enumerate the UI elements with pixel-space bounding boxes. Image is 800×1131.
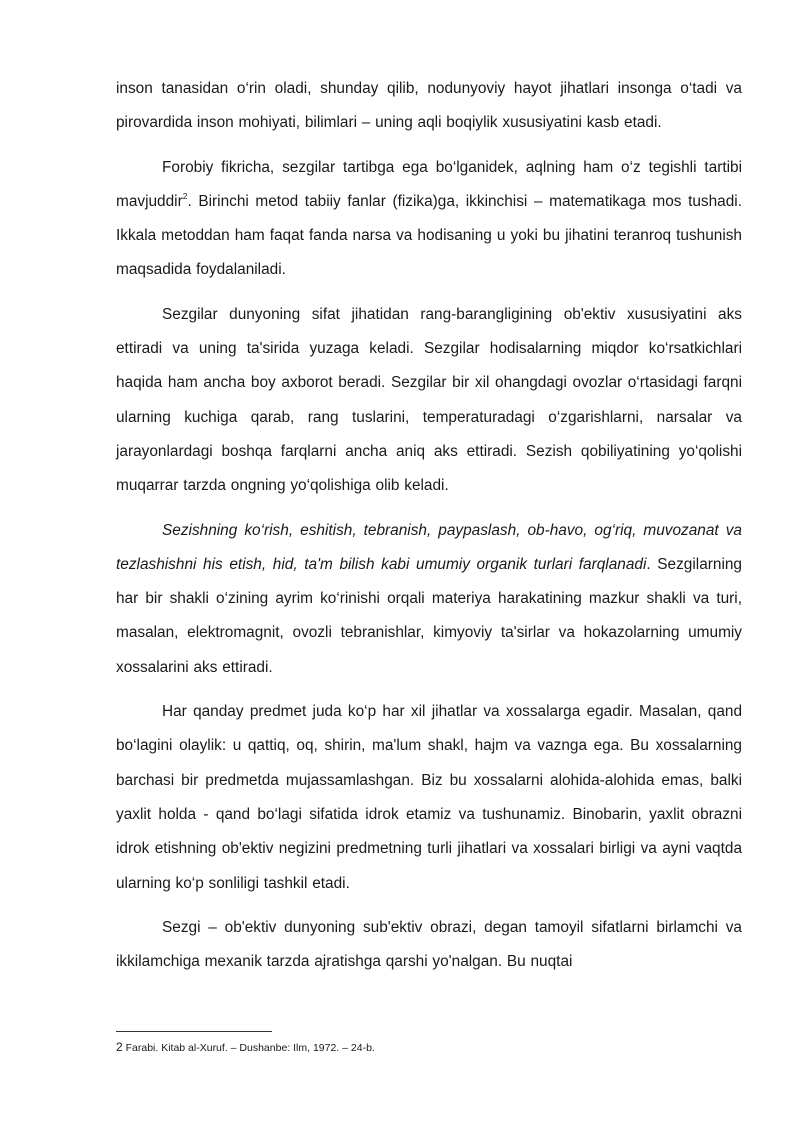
paragraph-text: Har qanday predmet juda ko‘p har xil jihatlar va xossalarga egadir. Masalan, qand bo‘lagini olaylik: u qattiq, oq, shirin, ma'lum shakl, hajm va vaznga ega. Bu xossalarning barchasi bir predmetda mujassamlashgan. Biz bu xossalarni alohida-alohida emas, balki yaxlit holda - qand bo‘lagi sifatida idrok etamiz va tushunamiz. Binobarin, yaxlit obrazni idrok etishning ob'ektiv negizini predmetning turli jihatlari va xossalari birligi va ayni vaqtda ularning ko‘p sonliligi tashkil etadi. — [116, 703, 742, 892]
paragraph-text: Sezgilar dunyoning sifat jihatidan rang-barangligining ob'ektiv xususiyatini aks ettiradi va uning ta'sirida yuzaga keladi. Sezgilar hodisalarning miqdor ko‘rsatkichlari haqida ham ancha boy axborot beradi. Sezgilar bir xil ohangdagi ovozlar o‘rtasidagi farqni ularning kuchiga qarab, rang tuslarini, temperaturadagi o‘zgarishlarni, narsalar va jarayonlardagi boshqa farqlarni ancha aniq aks ettiradi. Sezish qobiliyatining yo‘qolishi muqarrar tarzda ongning yo‘qolishiga olib keladi. — [116, 305, 742, 495]
paragraph — [116, 514, 742, 685]
paragraph — [116, 151, 742, 288]
paragraph — [116, 911, 742, 980]
paragraph-text: . Birinchi metod tabiiy fanlar (fizika)ga, ikkinchisi – matematikaga mos tushadi. Ikkala metoddan ham faqat fanda narsa va hodisaning u yoki bu jihatini teranroq tushunish maqsadida foydalaniladi. — [116, 192, 742, 279]
paragraph-text: Forobiy fikricha, sezgilar tartibga ega bo‘lganidek, aqlning ham o‘z tegishli tartibi mavjuddir — [116, 158, 742, 210]
paragraph-text: . Sezgilarning har bir shakli o‘zining ayrim ko‘rinishi orqali materiya harakatining mazkur shakli va turi, masalan, elektromagnit, ovozli tebranishlar, kimyoviy ta'sirlar va hokazolarning umumiy xossalarini aks ettiradi. — [116, 555, 742, 676]
paragraph — [116, 695, 742, 901]
footnote-separator — [116, 1031, 272, 1032]
footnote-text: Farabi. Kitab al-Xuruf. – Dushanbe: Ilm, 1972. – 24-b. — [122, 1042, 375, 1054]
paragraph — [116, 298, 742, 504]
italic-text: Sezishning ko‘rish, eshitish, tebranish, paypaslash, ob-havo, og‘riq, muvozanat va tezlashishni his etish, hid, ta'm bilish kabi umumiy organik turlari farqlanadi — [116, 521, 742, 573]
page-body — [116, 72, 742, 979]
paragraph-text: inson tanasidan o‘rin oladi, shunday qilib, nodunyoviy hayot jihatlari insonga o‘tadi va pirovardida inson mohiyati, bilimlari – uning aqli boqiylik xususiyatini kasb etadi. — [116, 80, 742, 132]
footnote — [116, 1040, 375, 1055]
footnote-number: 2 — [116, 1040, 123, 1054]
paragraph — [116, 72, 742, 141]
paragraph-text: Sezgi – ob'ektiv dunyoning sub'ektiv obrazi, degan tamoyil sifatlarni birlamchi va ikkilamchiga mexanik tarzda ajratishga qarshi yo'nalgan. Bu nuqtai — [116, 918, 742, 971]
footnote-reference: 2 — [182, 190, 188, 201]
